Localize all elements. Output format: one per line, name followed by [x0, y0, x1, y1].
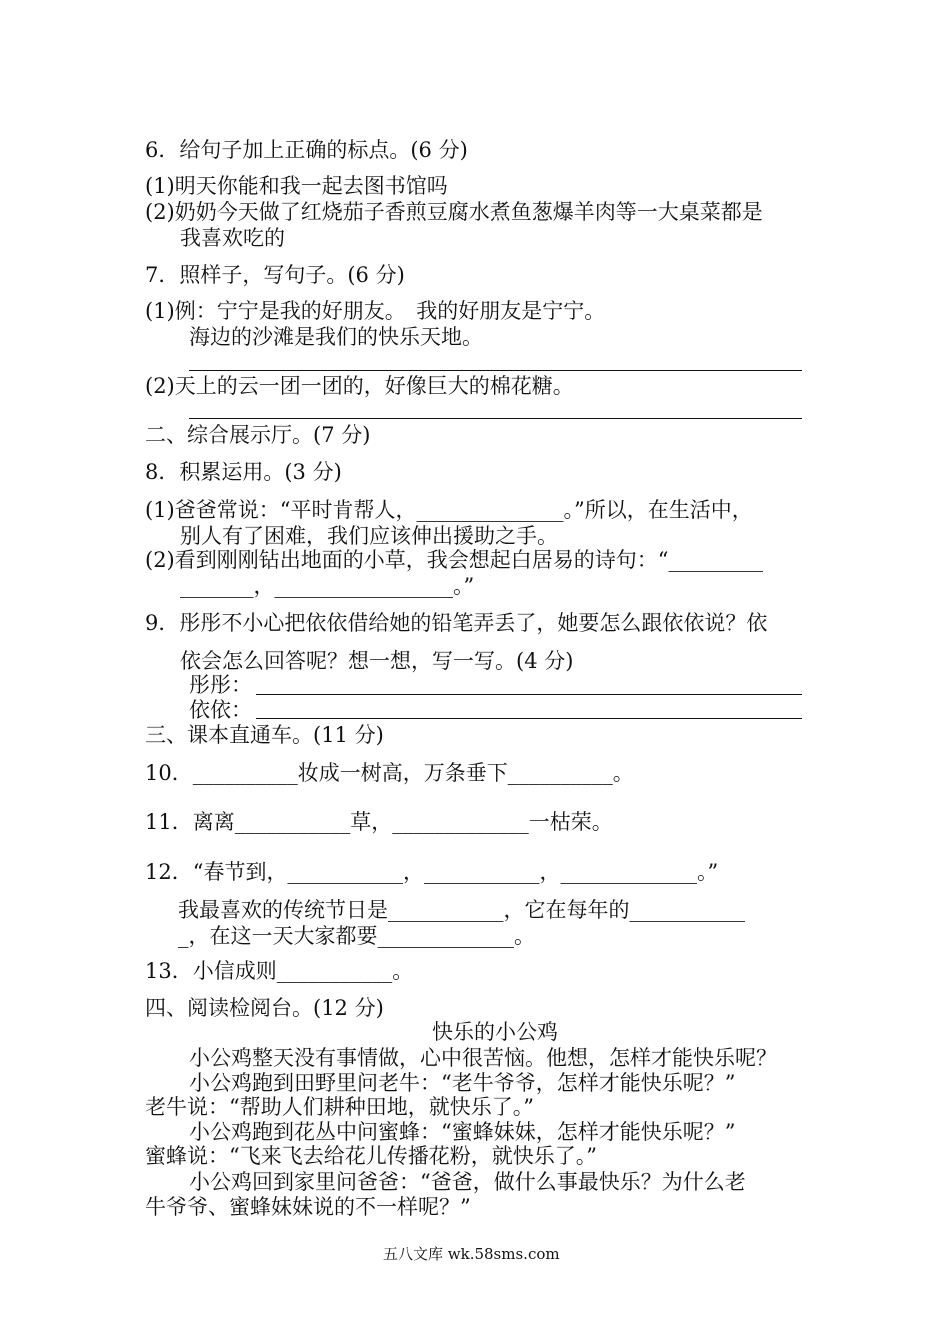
reading-paragraph-2-continued: 老牛说：“帮助人们耕种田地，就快乐了。”	[145, 1095, 534, 1119]
section-3-title: 三、课本直通车。(11 分)	[145, 723, 384, 747]
q13-text: 13．小信成则___________。	[145, 959, 414, 983]
q7-title: 7．照样子，写句子。(6 分)	[145, 263, 405, 287]
q7-prompt-1: 海边的沙滩是我们的快乐天地。	[189, 325, 483, 349]
q7-answer-line-1[interactable]	[189, 370, 802, 371]
q6-item-2-continued: 我喜欢吃的	[180, 226, 285, 250]
footer-watermark: 五八文库 wk.58sms.com	[383, 1245, 560, 1263]
q9-speaker-yiyi: 依依：	[189, 698, 252, 722]
section-2-title: 二、综合展示厅。(7 分)	[145, 423, 371, 447]
reading-paragraph-3: 小公鸡跑到花丛中问蜜蜂：“蜜蜂妹妹，怎样才能快乐呢？”	[189, 1120, 736, 1144]
q9-speaker-tongtong: 彤彤：	[189, 673, 252, 697]
q6-title: 6．给句子加上正确的标点。(6 分)	[145, 138, 468, 162]
reading-paragraph-4: 小公鸡回到家里问爸爸：“爸爸，做什么事最快乐？为什么老	[189, 1170, 746, 1194]
q8-title: 8．积累运用。(3 分)	[145, 460, 342, 484]
q9-answer-line-yiyi[interactable]	[256, 718, 802, 719]
q6-item-1: (1)明天你能和我一起去图书馆吗	[145, 174, 448, 198]
section-4-title: 四、阅读检阅台。(12 分)	[145, 996, 384, 1020]
q6-item-2: (2)奶奶今天做了红烧茄子香煎豆腐水煮鱼葱爆羊肉等一大桌菜都是	[145, 200, 763, 224]
q12-line-2: 我最喜欢的传统节日是___________，它在每年的___________	[178, 898, 745, 922]
reading-paragraph-2: 小公鸡跑到田野里问老牛：“老牛爷爷，怎样才能快乐呢？”	[189, 1071, 736, 1095]
q9-title-continued: 依会怎么回答呢？想一想，写一写。(4 分)	[180, 649, 574, 673]
reading-paragraph-4-continued: 牛爷爷、蜜蜂妹妹说的不一样呢？”	[145, 1195, 471, 1219]
q8-item-2: (2)看到刚刚钻出地面的小草，我会想起白居易的诗句：“_________	[145, 548, 763, 572]
q12-text: 12．“春节到，___________，___________，_____________。”	[145, 860, 719, 884]
q9-title: 9．彤彤不小心把依依借给她的铅笔弄丢了，她要怎么跟依依说？依	[145, 611, 768, 635]
q8-item-2-continued: _______，_________________。”	[180, 574, 475, 598]
reading-paragraph-1: 小公鸡整天没有事情做，心中很苦恼。他想，怎样才能快乐呢？	[189, 1046, 777, 1070]
reading-title: 快乐的小公鸡	[432, 1020, 558, 1044]
q8-item-1: (1)爸爸常说：“平时肯帮人，______________。”所以，在生活中，	[145, 498, 753, 522]
q10-text: 10．__________妆成一树高，万条垂下__________。	[145, 761, 634, 785]
q7-item-2: (2)天上的云一团一团的，好像巨大的棉花糖。	[145, 374, 574, 398]
reading-paragraph-3-continued: 蜜蜂说：“飞来飞去给花儿传播花粉，就快乐了。”	[145, 1144, 597, 1168]
q8-item-1-continued: 别人有了困难，我们应该伸出援助之手。	[180, 524, 558, 548]
q11-text: 11．离离___________草，_____________一枯荣。	[145, 810, 613, 834]
q7-answer-line-2[interactable]	[189, 418, 802, 419]
q9-answer-line-tongtong[interactable]	[256, 694, 802, 695]
q12-line-3: _，在这一天大家都要_____________。	[178, 924, 535, 948]
q7-example: (1)例：宁宁是我的好朋友。 我的好朋友是宁宁。	[145, 299, 606, 323]
